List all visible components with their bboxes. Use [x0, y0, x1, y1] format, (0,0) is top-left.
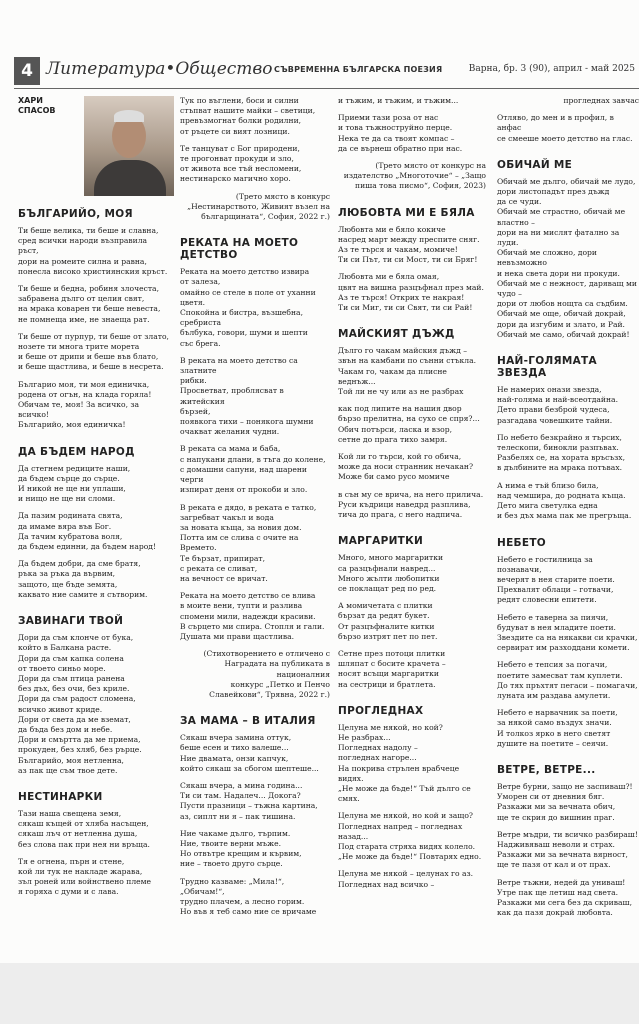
- poem-title: ЗА МАМА – В ИТАЛИЯ: [180, 715, 316, 728]
- column-3: [338, 96, 486, 897]
- poem-stanza: в сън му се врича, на него прилича. Руси къдрици наведрд разплива, тича до прага, с него надпича.: [338, 489, 484, 520]
- poem-stanza: Те танцуват с Бог природени, те прогонват прокуди и зло, от живота все тъй несломени, нестинарско магично хоро.: [180, 143, 302, 184]
- poem-stanza: Да бъдем добри, да сме братя, ръка за ръка да вървим, защото, ще бъде земята, каквато ние самите я сътворим.: [18, 559, 148, 599]
- poem-stanza: Небето е нарвачник за поети, за някой само въздух значи. И толкоз ярко в него светят душите на поетите – сеячи.: [497, 708, 618, 748]
- poem-stanza: Обичай ме дълго, обичай ме лудо, дори листопадът през дъжд да се чуди. Обичай ме страстно, обичай ме властно – дори на ни мислят фатално за луди. Обичай ме сложно, дори невъзможно и нека света дори ни прокуди. Обичай ме с нежност, даряващ ми чудо – дори от любов нощта са съдбим. Обичай ме още, обичай докрай, дори да изгубим и злато, и Рай. Обичай ме само, обичай докрай!: [497, 176, 637, 339]
- poem-stanza: Трудно казваме: „Мила!“, „Обичам!“, трудно плачем, а лесно горим. Но във я теб само ние се вричаме: [180, 876, 317, 917]
- poem-stanza: Любовта ми е бяло кокиче насред март между преспите сняг. Аз те търся и чакам, момиче! Ти си Път, ти си Мост, ти си Бряг!: [338, 224, 480, 265]
- poem-stanza: Любовта ми е бяла омая, цвят на вишна разцъфнал през май. Аз те търся! Открих те накрая! Ти си Миг, ти си Свят, ти си Рай!: [338, 272, 484, 313]
- poem-stanza: Ветре мъдри, ти всичко разбираш! Надживяваш неволи и страх. Разкажи ми за вечната вярност, ще те пазя от кал и от прах.: [497, 829, 638, 870]
- poem-note: (Трето място от конкурс на издателство „Многоточие“ – „Защо пиша това писмо“, София, 2023): [343, 161, 486, 191]
- poem-stanza: Дори да съм клонче от бука, който в Балкана расте. Дори да съм капка солена от твоето синьо море. Дори да съм птица ранена без дъх, без очи, без крилe. Дори да съм радост сломена, всичко живот криде. Дори от света да ме вземат, да бъда без дом и небе. Дори и смъртта да ме приема, прокуден, без хляб, без рърце. Българийо, моя нетленна, аз пак ще съм твое дете.: [18, 633, 142, 775]
- poem-note: (Трето място в конкурс „Нестинарството, Живият възел на българщината“, София, 2022 г.): [187, 191, 330, 222]
- poem-stanza: Отляво, до мен и в профил, в анфас се смееше моето детство на глас.: [497, 113, 633, 143]
- poem-title: БЪЛГАРИЙО, МОЯ: [18, 208, 133, 220]
- poem-stanza: Целуна ме някой, но кой и защо? Погледнах напред – погледнах назад... Под старата стряха видях колело. „Не може да бъде!“ Повтарях едно.: [338, 811, 482, 862]
- poem-stanza: Ти беше и бедна, робиня злочеста, забравена дълго от целия свят, на мрака коварен ти беше невеста, не помнеща име, не знаеща рат.: [18, 284, 161, 324]
- poem-stanza: Реката на моето детство се влива в моите вени, тупти и разлива спомени мили, надежди красиви. В сърцето ми спира. Стопля и гали. Душата ми прави щастлива.: [180, 591, 325, 641]
- poem-stanza: Дълго го чакам майския дъжд – звън на камбани по сънни стъкла. Чакам го, чакам да плисне веднъж... Той ли не чу или аз не разбрах: [338, 346, 477, 397]
- section-title: СЪВРЕМЕННА БЪЛГАРСКА ПОЕЗИЯ: [274, 65, 443, 74]
- poem-stanza: как под липите на нашия двор бързо прелитна, на сухо се спря?... Обич потърси, ласка и взор, сетне до прага тихо замря.: [338, 404, 480, 444]
- poem-title: ОБИЧАЙ МЕ: [497, 158, 573, 171]
- poem-stanza: В реката на моето детство са златните рибки. Просветват, проблясват в житейския бързей, появкога тихи – понякога шумни очакват желания чудни.: [180, 355, 314, 437]
- poem-stanza: Ти беше велика, ти беше и славна, сред всички народи възправила ръст, дори на ромеите силна и равна, понесла високо християнския кръст.: [18, 226, 168, 276]
- poem-stanza: Приеми тази роза от нас и това тъжноструйно перце. Нека те да са твоят компас – да се върнеш обратно при нас.: [338, 113, 463, 153]
- poem-title: РЕКАТА НА МОЕТО ДЕТСТВО: [180, 237, 299, 262]
- poem-stanza: Сякаш вчера, а мина година... Ти си там. Надалеч... Докога? Пусти празници – тъжна картина, аз, сиплт ни я – пак тишина.: [180, 780, 318, 821]
- poem-stanza: Небето е тепсия за погачи, поетите замесват там куплети. До тях пръхтят пегаси – помагачи, луната им раздава амулети.: [497, 660, 638, 700]
- poem-title: ПРОГЛЕДНАХ: [338, 704, 424, 717]
- poem-stanza: В реката са мама и баба, с напукани длани, в тъга до колене, с домашни сапуни, над шарени черги изпират деня от прокоби и зло.: [180, 444, 326, 495]
- poem-stanza: Много, много маргаритки са разцъфнали навред... Много жълти любопитки се поклащат ред по ред.: [338, 553, 444, 593]
- poem-note: (Стихотворението е отличено с Наградата на публиката в националния конкурс „Петко и Пенчо Славейкови“, Трявна, 2022 г.): [203, 649, 330, 699]
- page-number: 4: [14, 57, 40, 85]
- poem-stanza: Реката на моето детство извира от залеза, омайно се стеле в поле от уханни цветя. Спокойна и бистра, възшебна, сребриста бълбука, говори, шуми и шепти със брега.: [180, 267, 316, 348]
- poem-title: ЗАВИНАГИ ТВОЙ: [18, 615, 124, 628]
- poem-title: НЕБЕТО: [497, 536, 547, 549]
- author-name: ХАРИ СПАСОВ: [18, 96, 56, 115]
- poem-title: ВЕТРЕ, ВЕТРЕ...: [497, 763, 596, 776]
- poem-stanza: А нима е тъй близо била, над чемшира, до родната къща. Дето мига светулка една и без дъх мама пак ме прегръща.: [497, 480, 632, 521]
- publication-logo: Литература•Общество: [46, 59, 273, 79]
- poem-stanza: Ветре бурни, защо не заспиваш?! Уморен си от дневния бяг. Разкажи ми за вечната обич, ще те скрия до вишнин праг.: [497, 781, 633, 822]
- poem-stanza: Не намерих онази звезда, най-голяма и най-всеотдайна. Дето прави безбрoй чудеса, разгадава човешките тайни.: [497, 385, 618, 425]
- column-2: [180, 96, 330, 924]
- poem-title: НАЙ-ГОЛЯМАТА ЗВЕЗДА: [497, 355, 597, 380]
- poem-stanza: Ветре тъжни, недей да униваш! Утре пак ще летиш над света. Разкажи ми сега без да скриваш, как да пазя докрай любовта.: [497, 877, 632, 918]
- header-divider: [14, 88, 639, 89]
- poem-stanza: Тук по въглени, боси и силни стъпват нашите майки – светици, превъзмогнат болки родилни, от ръцете си вият лозници.: [180, 96, 316, 136]
- column-4: [497, 96, 639, 925]
- poem-title: ДА БЪДЕМ НАРОД: [18, 445, 135, 458]
- poem-stanza: Тя е огнена, пърн и стене, кой ли тук не накладе жарава, зъл роней или войнствено племе я горяха с думи и с лава.: [18, 856, 152, 897]
- author-photo: [84, 96, 174, 196]
- poem-title: НЕСТИНАРКИ: [18, 790, 103, 803]
- poem-stanza: Кой ли го търси, кой го обича, може да носи странник нечакан? Може би само русо момиче: [338, 452, 474, 482]
- poem-stanza: Целуна ме някой – целунах го аз. Погледнах над всичко –: [338, 869, 474, 889]
- poem-stanza: Сякаш вчера замина оттук, беше есен и тихо валеше... Ние двамата, онзи капчук, който сякаш за сбогом шептеше...: [180, 733, 319, 773]
- poem-stanza: По небето безкрайно я търсих, телескопи, бинокли разпъвах. Разбелях се, на хората връсъзх, в дълбините на мрака потъвах.: [497, 432, 626, 473]
- column-1: [18, 96, 170, 905]
- poem-stanza: Българио моя, ти моя единичка, родена от огън, на клада горяла! Обичам те, моя! За всичко, за всичко! Българийо, моя единичка!: [18, 379, 152, 430]
- author-block: [18, 96, 170, 200]
- poem-stanza: Небето е таверна за пиячи, будуват в нея младите поети. Звездите са на някакви си крачки, сервират им разходдани комети.: [497, 612, 638, 653]
- poem-stanza: Целуна ме някой, но кой? Не разбрах... Погледнах надолу – погледнах нагоре... На покрива стрълен врабчеце видях. „Не може да бъде!“ Тъй дълго се смях.: [338, 722, 471, 804]
- poem-stanza: Небето е гостилница за познавачи, вечерят в нея старите поети. Прехвалят облаци – готвачи, редят словесни епитети.: [497, 554, 615, 605]
- poem-title: МАРГАРИТКИ: [338, 535, 424, 548]
- poem-note: прогледнах завчас: [563, 96, 639, 105]
- poem-stanza: В реката е дядо, в реката е татко, загребват чакъл и вода за новата къща, за новия дом. Потта им се слива с очите на Времето. Те бързат, припират, с реката се сливат, на вечност се вричат.: [180, 502, 317, 583]
- poem-stanza: Ние чакаме дълго, търпим. Ние, твоите верни мъже. Но отвътре крещим и кървим, ние – твоето друго сърце.: [180, 828, 302, 869]
- poem-stanza: А момичетата с плитки бързат да редят букет. От разцъфналите китки бързо изтрят пет по пет.: [338, 601, 438, 641]
- poem-stanza: Тази наша свещена земя, сякаш къщей от хляба насъщен, сякаш лъч от нетленна душа, без слова пак при нея ни връща.: [18, 808, 150, 849]
- poem-title: ЛЮБОВТА МИ Е БЯЛА: [338, 206, 475, 219]
- poem-stanza: Ти беше от пурпур, ти беше от злато, нозете ти многа трите морета и беше от дрипи и беше във блато, и беше щастлива, и беше в несрета.: [18, 331, 169, 372]
- page-header: [14, 57, 639, 85]
- poem-title: МАЙСКИЯТ ДЪЖД: [338, 328, 455, 341]
- poem-stanza: Сетне през потоци плитки шляпат с босите крачета – носят всъщи маргаритки на сестрици и братлета.: [338, 648, 446, 689]
- poem-stanza: Да пазим родината свята, да имаме вяра във Бог. Да тачим кубратова воля, да бъдем единни, да бъдем народ!: [18, 511, 157, 552]
- poem-stanza: Да стегнем редиците наши, да бъдем сърце до сърце. И никой не ще ни уплаши, и нищо не ще ни сломи.: [18, 463, 131, 504]
- issue-info: Варна, бр. 3 (90), април - май 2025: [468, 64, 635, 74]
- poem-stanza: и тъжим, и тъжим, и тъжим...: [338, 96, 459, 105]
